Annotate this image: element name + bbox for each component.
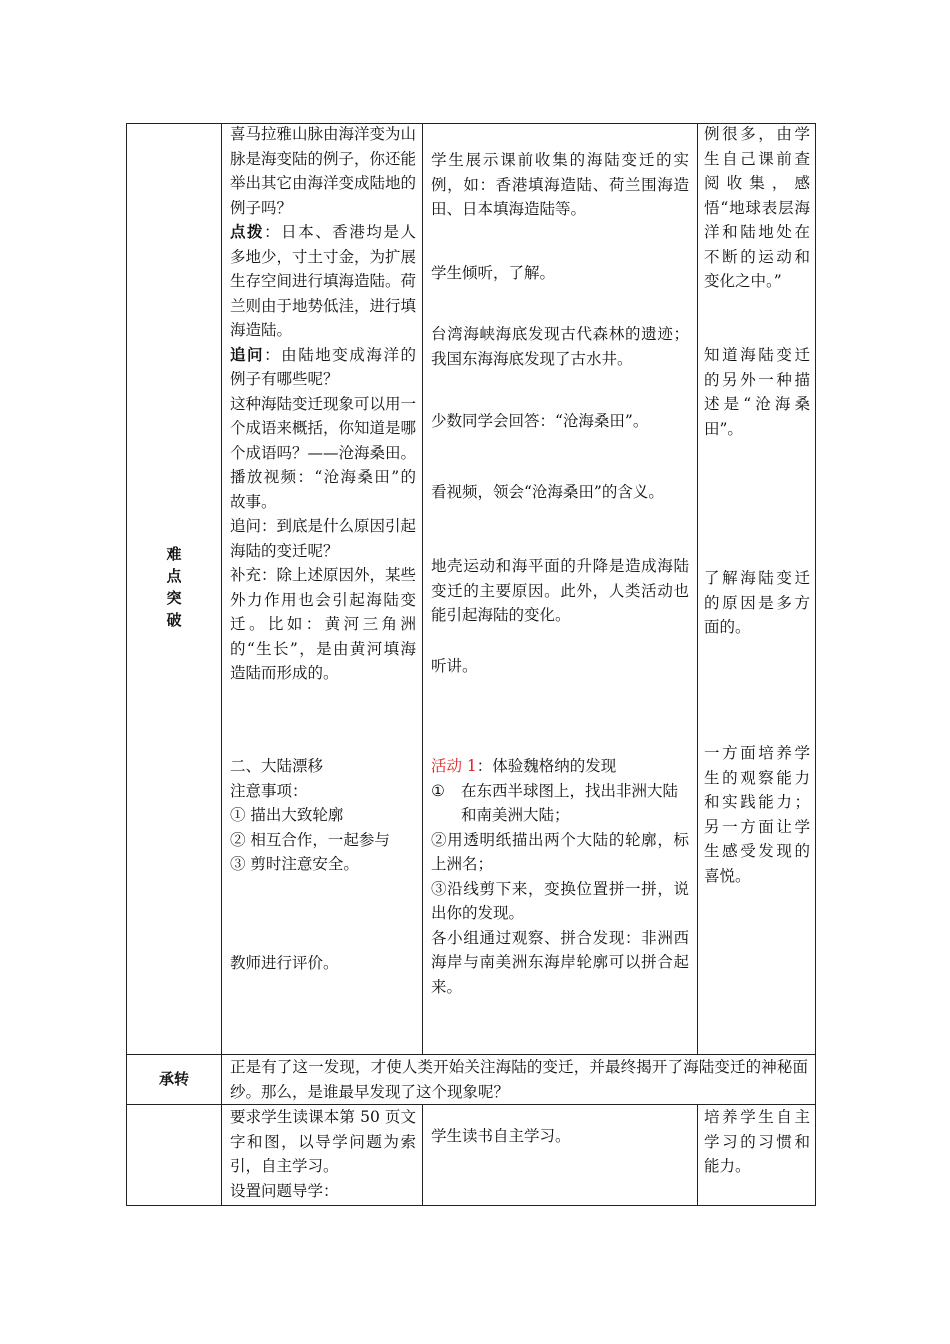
student-s2 — [431, 261, 689, 286]
row-label-char: 点 — [166, 567, 182, 585]
reading-student-text: 学生读书自主学习。 — [431, 1127, 571, 1145]
activity-step-1 — [431, 779, 689, 828]
student-s3 — [431, 322, 689, 371]
intent-text: 一方面培养学生的观察能力和实践能力；另一方面让学生感受发现的喜悦。 — [704, 744, 810, 885]
hint-text: ：日本、香港均是人多地少，寸土寸金，为扩展生存空间进行填海造陆。荷兰则由于地势低洼，进行填海造陆。 — [230, 223, 417, 339]
reading-intent-text: 培养学生自主学习的习惯和能力。 — [704, 1108, 810, 1175]
hint-label: 点拨 — [230, 222, 265, 241]
student-text: 看视频，领会“沧海桑田”的含义。 — [431, 483, 664, 501]
student-text: 地壳运动和海平面的升降是造成海陆变迁的主要原因。此外，人类活动也能引起海陆的变化。 — [431, 557, 689, 624]
student-text: 学生展示课前收集的海陆变迁的实例，如：香港填海造陆、荷兰围海造田、日本填海造陆等。 — [431, 151, 689, 218]
row-label-char: 突 — [166, 589, 182, 607]
column-divider-2b — [422, 1104, 423, 1206]
row-label-transition: 承转 — [158, 1070, 189, 1088]
student-activity-cell — [431, 754, 689, 999]
intent-i1 — [704, 122, 810, 294]
intent-i2 — [704, 343, 810, 441]
activity-step-2: ②用透明纸描出两个大陆的轮廓，标上洲名； — [431, 830, 689, 873]
row-label-difficulty — [127, 543, 221, 631]
intent-i4 — [704, 741, 810, 888]
transition-text — [230, 1055, 808, 1104]
section-heading: 二、大陆漂移 — [230, 757, 324, 775]
teacher-activity-cell — [230, 122, 416, 686]
activity-step-3: ③沿线剪下来，变换位置拼一拼，说出你的发现。 — [431, 879, 689, 922]
table-border-left — [126, 123, 127, 1206]
notes-title: 注意事项： — [230, 781, 308, 800]
teacher-idiom: 这种海陆变迁现象可以用一个成语来概括，你知道是哪个成语吗？——沧海桑田。 — [230, 394, 417, 462]
intent-text: 知道海陆变迁的另外一种描述是“沧海桑田”。 — [704, 346, 810, 438]
activity-heading — [431, 754, 689, 779]
step-number: ① — [431, 781, 445, 800]
row-label-char: 破 — [166, 611, 182, 629]
teacher-cause-question: 追问：到底是什么原因引起海陆的变迁呢？ — [230, 517, 417, 560]
ask-label: 追问 — [230, 344, 265, 364]
reading-teacher-text: 要求学生读课本第 50 页文字和图，以导学问题为索引，自主学习。 — [230, 1108, 416, 1175]
note-item: ② 相互合作，一起参与 — [230, 830, 390, 849]
intent-text: 了解海陆变迁的原因是多方面的。 — [704, 569, 810, 636]
reading-teacher-sub: 设置问题导学： — [230, 1181, 339, 1200]
activity-conclusion: 各小组通过观察、拼合发现：非洲西海岸与南美洲东海岸轮廓可以拼合起来。 — [431, 928, 689, 996]
teacher-hint — [230, 220, 416, 343]
row-label-char: 难 — [166, 545, 182, 563]
activity-label: 活动 1 — [431, 757, 477, 775]
table-border-right — [815, 123, 816, 1206]
intent-text: 例很多，由学生自己课前查阅收集，感悟“地球表层海洋和陆地处在不断的运动和变化之中。” — [704, 125, 810, 290]
teacher-evaluate: 教师进行评价。 — [230, 954, 339, 972]
student-text: 少数同学会回答：“沧海桑田”。 — [431, 412, 649, 430]
transition-paragraph: 正是有了这一发现，才使人类开始关注海陆的变迁，并最终揭开了海陆变迁的神秘面纱。那么，是谁最早发现了这个现象呢？ — [230, 1058, 808, 1101]
table-border-bottom — [126, 1205, 816, 1206]
teacher-evaluate-cell — [230, 951, 416, 976]
student-text: 学生倾听，了解。 — [431, 264, 556, 282]
teacher-follow-up — [230, 343, 416, 392]
column-divider-3b — [697, 1104, 698, 1206]
column-divider-3 — [697, 123, 698, 1054]
teacher-video: 播放视频：“沧海桑田”的故事。 — [230, 468, 416, 511]
reading-intent-cell — [704, 1105, 810, 1179]
student-s5 — [431, 480, 689, 505]
student-s7 — [431, 654, 689, 679]
teacher-drift-cell — [230, 754, 416, 877]
note-item: ① 描出大致轮廓 — [230, 806, 344, 824]
reading-teacher-cell — [230, 1105, 416, 1203]
student-s1 — [431, 148, 689, 222]
student-s6 — [431, 554, 689, 628]
teacher-question: 喜马拉雅山脉由海洋变为山脉是海变陆的例子，你还能举出其它由海洋变成陆地的例子吗？ — [230, 125, 417, 217]
note-item: ③ 剪时注意安全。 — [230, 855, 359, 873]
activity-title: ：体验魏格纳的发现 — [476, 757, 617, 775]
column-divider-1 — [221, 123, 222, 1206]
step-text: 在东西半球图上，找出非洲大陆和南美洲大陆； — [461, 781, 679, 824]
teacher-supplement: 补充：除上述原因外，某些外力作用也会引起海陆变迁。比如：黄河三角洲的“生长”，是由黄河填海造陆而形成的。 — [230, 566, 417, 682]
student-text: 台湾海峡海底发现古代森林的遗迹；我国东海海底发现了古水井。 — [431, 325, 689, 368]
intent-i3 — [704, 566, 810, 640]
student-text: 听讲。 — [431, 657, 478, 675]
student-s4 — [431, 409, 689, 434]
ask-text: ：由陆地变成海洋的例子有哪些呢？ — [230, 345, 416, 388]
column-divider-2 — [422, 123, 423, 1054]
reading-student-cell — [431, 1124, 689, 1149]
